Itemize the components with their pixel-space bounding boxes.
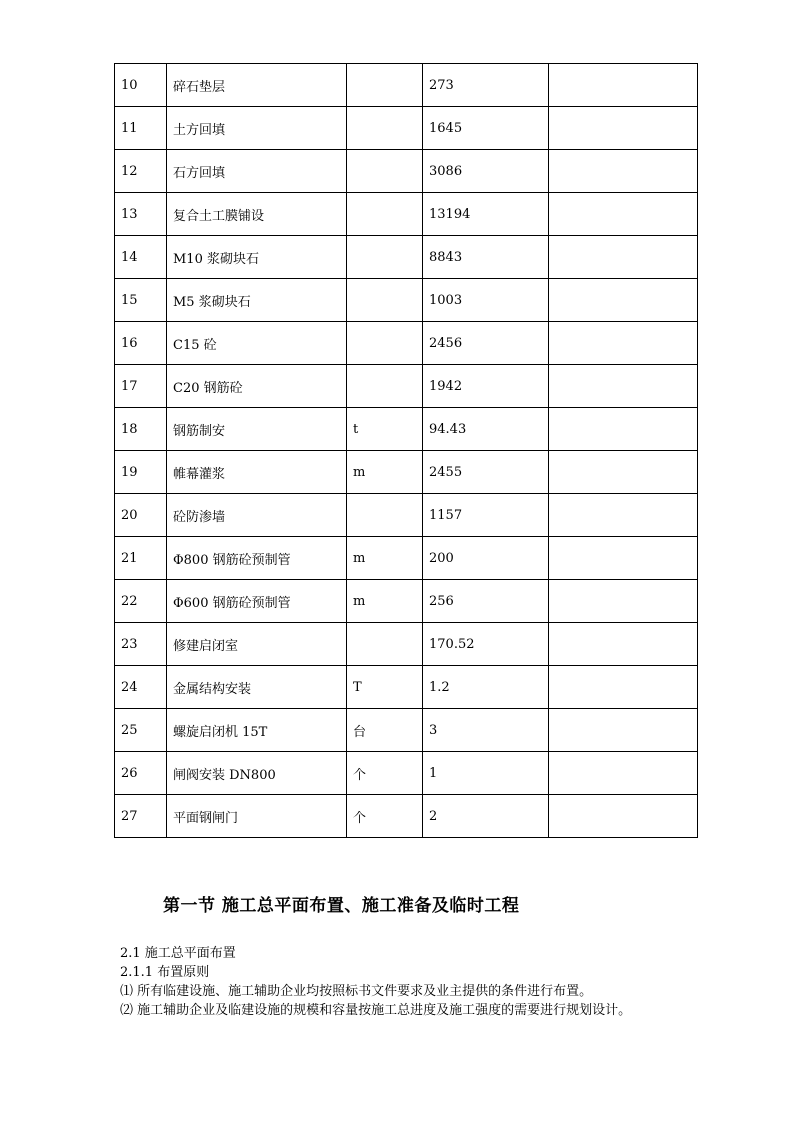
cell-quantity: 3 xyxy=(423,709,549,752)
cell-item-name: M10 浆砌块石 xyxy=(167,236,347,279)
table-row xyxy=(115,279,698,322)
principle-item-1: ⑴ 所有临建设施、施工辅助企业均按照标书文件要求及业主提供的条件进行布置。 xyxy=(120,984,593,999)
subsection-heading: 2.1 施工总平面布置 xyxy=(120,946,236,961)
cell-remark xyxy=(549,150,698,193)
cell-number: 11 xyxy=(115,107,167,150)
table-row xyxy=(115,193,698,236)
cell-number: 23 xyxy=(115,623,167,666)
cell-quantity: 1645 xyxy=(423,107,549,150)
cell-unit xyxy=(347,322,423,365)
cell-item-name: 砼防渗墙 xyxy=(167,494,347,537)
cell-number: 20 xyxy=(115,494,167,537)
cell-number: 22 xyxy=(115,580,167,623)
cell-remark xyxy=(549,408,698,451)
cell-remark xyxy=(549,322,698,365)
table-row xyxy=(115,537,698,580)
cell-unit: T xyxy=(347,666,423,709)
cell-unit xyxy=(347,494,423,537)
cell-unit: m xyxy=(347,451,423,494)
section-title: 第一节 施工总平面布置、施工准备及临时工程 xyxy=(163,896,520,916)
cell-number: 27 xyxy=(115,795,167,838)
cell-remark xyxy=(549,580,698,623)
cell-quantity: 13194 xyxy=(423,193,549,236)
cell-item-name: 帷幕灌浆 xyxy=(167,451,347,494)
cell-quantity: 1 xyxy=(423,752,549,795)
table-row xyxy=(115,623,698,666)
cell-quantity: 200 xyxy=(423,537,549,580)
body-text xyxy=(120,944,631,1020)
cell-remark xyxy=(549,451,698,494)
cell-number: 13 xyxy=(115,193,167,236)
table-row xyxy=(115,64,698,107)
table-row xyxy=(115,666,698,709)
quantity-table-body xyxy=(115,64,698,838)
cell-quantity: 256 xyxy=(423,580,549,623)
cell-quantity: 1003 xyxy=(423,279,549,322)
cell-unit: t xyxy=(347,408,423,451)
table-row xyxy=(115,795,698,838)
cell-number: 15 xyxy=(115,279,167,322)
cell-item-name: Φ600 钢筋砼预制管 xyxy=(167,580,347,623)
quantity-table xyxy=(114,63,698,838)
cell-unit xyxy=(347,64,423,107)
cell-item-name: 石方回填 xyxy=(167,150,347,193)
cell-item-name: C20 钢筋砼 xyxy=(167,365,347,408)
cell-number: 14 xyxy=(115,236,167,279)
table-row xyxy=(115,107,698,150)
cell-quantity: 8843 xyxy=(423,236,549,279)
cell-item-name: 复合土工膜铺设 xyxy=(167,193,347,236)
principle-item-2: ⑵ 施工辅助企业及临建设施的规模和容量按施工总进度及施工强度的需要进行规划设计。 xyxy=(120,1003,632,1018)
cell-number: 25 xyxy=(115,709,167,752)
cell-remark xyxy=(549,107,698,150)
cell-remark xyxy=(549,64,698,107)
cell-number: 19 xyxy=(115,451,167,494)
cell-unit: m xyxy=(347,537,423,580)
cell-remark xyxy=(549,623,698,666)
cell-quantity: 2 xyxy=(423,795,549,838)
cell-quantity: 1942 xyxy=(423,365,549,408)
cell-remark xyxy=(549,279,698,322)
cell-number: 16 xyxy=(115,322,167,365)
cell-unit xyxy=(347,365,423,408)
cell-item-name: 闸阀安装 DN800 xyxy=(167,752,347,795)
table-row xyxy=(115,752,698,795)
cell-item-name: 钢筋制安 xyxy=(167,408,347,451)
cell-item-name: Φ800 钢筋砼预制管 xyxy=(167,537,347,580)
cell-number: 17 xyxy=(115,365,167,408)
cell-remark xyxy=(549,752,698,795)
cell-quantity: 1157 xyxy=(423,494,549,537)
cell-number: 12 xyxy=(115,150,167,193)
table-row xyxy=(115,494,698,537)
cell-unit: 个 xyxy=(347,752,423,795)
cell-number: 10 xyxy=(115,64,167,107)
cell-item-name: 螺旋启闭机 15T xyxy=(167,709,347,752)
cell-item-name: 金属结构安装 xyxy=(167,666,347,709)
cell-item-name: 碎石垫层 xyxy=(167,64,347,107)
cell-remark xyxy=(549,236,698,279)
cell-remark xyxy=(549,193,698,236)
cell-unit xyxy=(347,236,423,279)
cell-item-name: 修建启闭室 xyxy=(167,623,347,666)
cell-quantity: 273 xyxy=(423,64,549,107)
table-row xyxy=(115,408,698,451)
cell-number: 26 xyxy=(115,752,167,795)
cell-quantity: 3086 xyxy=(423,150,549,193)
table-row xyxy=(115,236,698,279)
cell-unit xyxy=(347,623,423,666)
cell-remark xyxy=(549,537,698,580)
cell-remark xyxy=(549,494,698,537)
cell-quantity: 170.52 xyxy=(423,623,549,666)
cell-unit: m xyxy=(347,580,423,623)
cell-item-name: 平面钢闸门 xyxy=(167,795,347,838)
cell-unit: 台 xyxy=(347,709,423,752)
table-row xyxy=(115,365,698,408)
table-row xyxy=(115,451,698,494)
sub-subsection-heading: 2.1.1 布置原则 xyxy=(120,965,210,980)
cell-unit xyxy=(347,150,423,193)
cell-quantity: 1.2 xyxy=(423,666,549,709)
table-row xyxy=(115,580,698,623)
cell-unit xyxy=(347,279,423,322)
cell-quantity: 2456 xyxy=(423,322,549,365)
cell-unit xyxy=(347,193,423,236)
cell-remark xyxy=(549,795,698,838)
cell-quantity: 94.43 xyxy=(423,408,549,451)
cell-remark xyxy=(549,365,698,408)
table-row xyxy=(115,709,698,752)
cell-item-name: 土方回填 xyxy=(167,107,347,150)
table-row xyxy=(115,150,698,193)
cell-remark xyxy=(549,709,698,752)
cell-number: 21 xyxy=(115,537,167,580)
cell-item-name: M5 浆砌块石 xyxy=(167,279,347,322)
table-row xyxy=(115,322,698,365)
cell-remark xyxy=(549,666,698,709)
cell-quantity: 2455 xyxy=(423,451,549,494)
cell-number: 18 xyxy=(115,408,167,451)
cell-unit xyxy=(347,107,423,150)
cell-unit: 个 xyxy=(347,795,423,838)
cell-number: 24 xyxy=(115,666,167,709)
cell-item-name: C15 砼 xyxy=(167,322,347,365)
